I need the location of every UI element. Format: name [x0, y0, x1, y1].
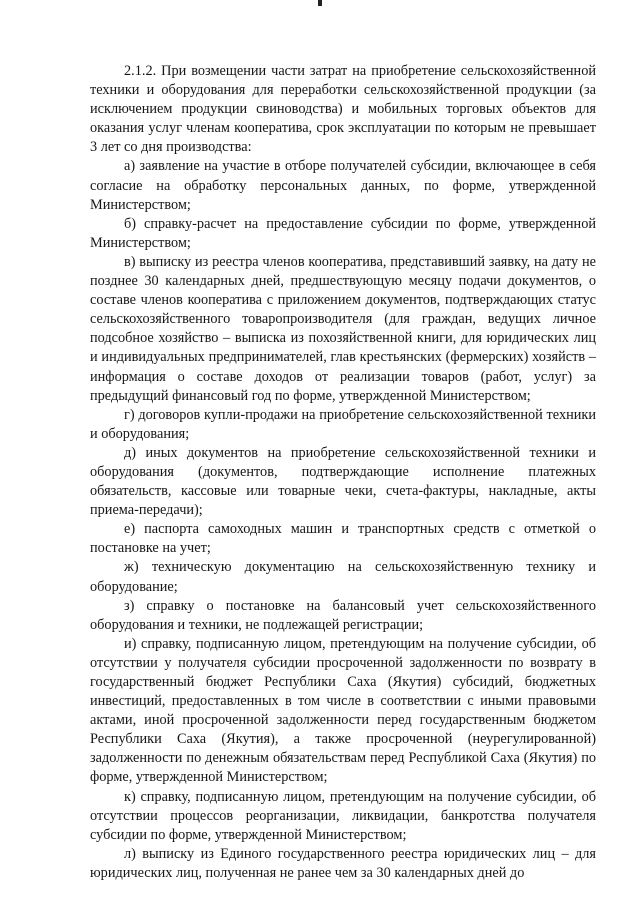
- paragraph-2-1-2: 2.1.2. При возмещении части затрат на приобретение сельскохозяйственной техники и оборудования для переработки сельскохозяйственной продукции (за исключением продукции свиноводства) и мобильных торговых объектов для оказания услуг членам кооператива, срок эксплуатации по которым не превышает 3 лет со дня производства:: [90, 63, 596, 156]
- list-item-i: и) справку, подписанную лицом, претендующим на получение субсидии, об отсутствии у получателя субсидии просроченной задолженности по возврату в государственный бюджет Республики Саха (Якутия) субсидий, бюджетных инвестиций, предоставленных в том числе в соответствии с иными правовыми актами, иной просроченной задолженности перед государственным бюджетом Республики Саха (Якутия), а также просроченной (неурегулированной) задолженности по денежным обязательствам перед Республикой Саха (Якутия) по форме, утвержденной Министерством;: [90, 635, 596, 786]
- list-item-zh: ж) техническую документацию на сельскохозяйственную технику и оборудование;: [90, 559, 596, 595]
- list-item-e: е) паспорта самоходных машин и транспортных средств с отметкой о постановке на учет;: [90, 521, 596, 557]
- list-item-k: к) справку, подписанную лицом, претендующим на получение субсидии, об отсутствии процессов реорганизации, ликвидации, банкротства получателя субсидии по форме, утвержденной Министерством;: [90, 788, 596, 843]
- list-item-z: з) справку о постановке на балансовый учет сельскохозяйственного оборудования и техники, не подлежащей регистрации;: [90, 597, 596, 633]
- list-item-l: л) выписку из Единого государственного реестра юридических лиц – для юридических лиц, полученная не ранее чем за 30 календарных дней до: [90, 845, 596, 881]
- list-item-v: в) выписку из реестра членов кооператива, представивший заявку, на дату не позднее 30 календарных дней, предшествующую месяцу подачи документов, о составе членов кооператива с приложением документов, подтверждающих статус сельскохозяйственного товаропроизводителя (для граждан, ведущих личное подсобное хозяйство – выписка из похозяйственной книги, для юридических лиц и индивидуальных предпринимателей, глав крестьянских (фермерских) хозяйств – информация о составе доходов от реализации товаров (работ, услуг) за предыдущий финансовый год по форме, утвержденной Министерством;: [90, 253, 596, 404]
- scan-mark: [318, 0, 322, 6]
- list-item-a: а) заявление на участие в отборе получателей субсидии, включающее в себя согласие на обработку персональных данных, по форме, утвержденной Министерством;: [90, 158, 596, 213]
- document-body: [90, 62, 596, 883]
- list-item-b: б) справку-расчет на предоставление субсидии по форме, утвержденной Министерством;: [90, 215, 596, 251]
- list-item-g: г) договоров купли-продажи на приобретение сельскохозяйственной техники и оборудования;: [90, 406, 596, 442]
- list-item-d: д) иных документов на приобретение сельскохозяйственной техники и оборудования (документов, подтверждающие исполнение платежных обязательств, кассовые или товарные чеки, счета-фактуры, накладные, акты приема-передачи);: [90, 444, 596, 519]
